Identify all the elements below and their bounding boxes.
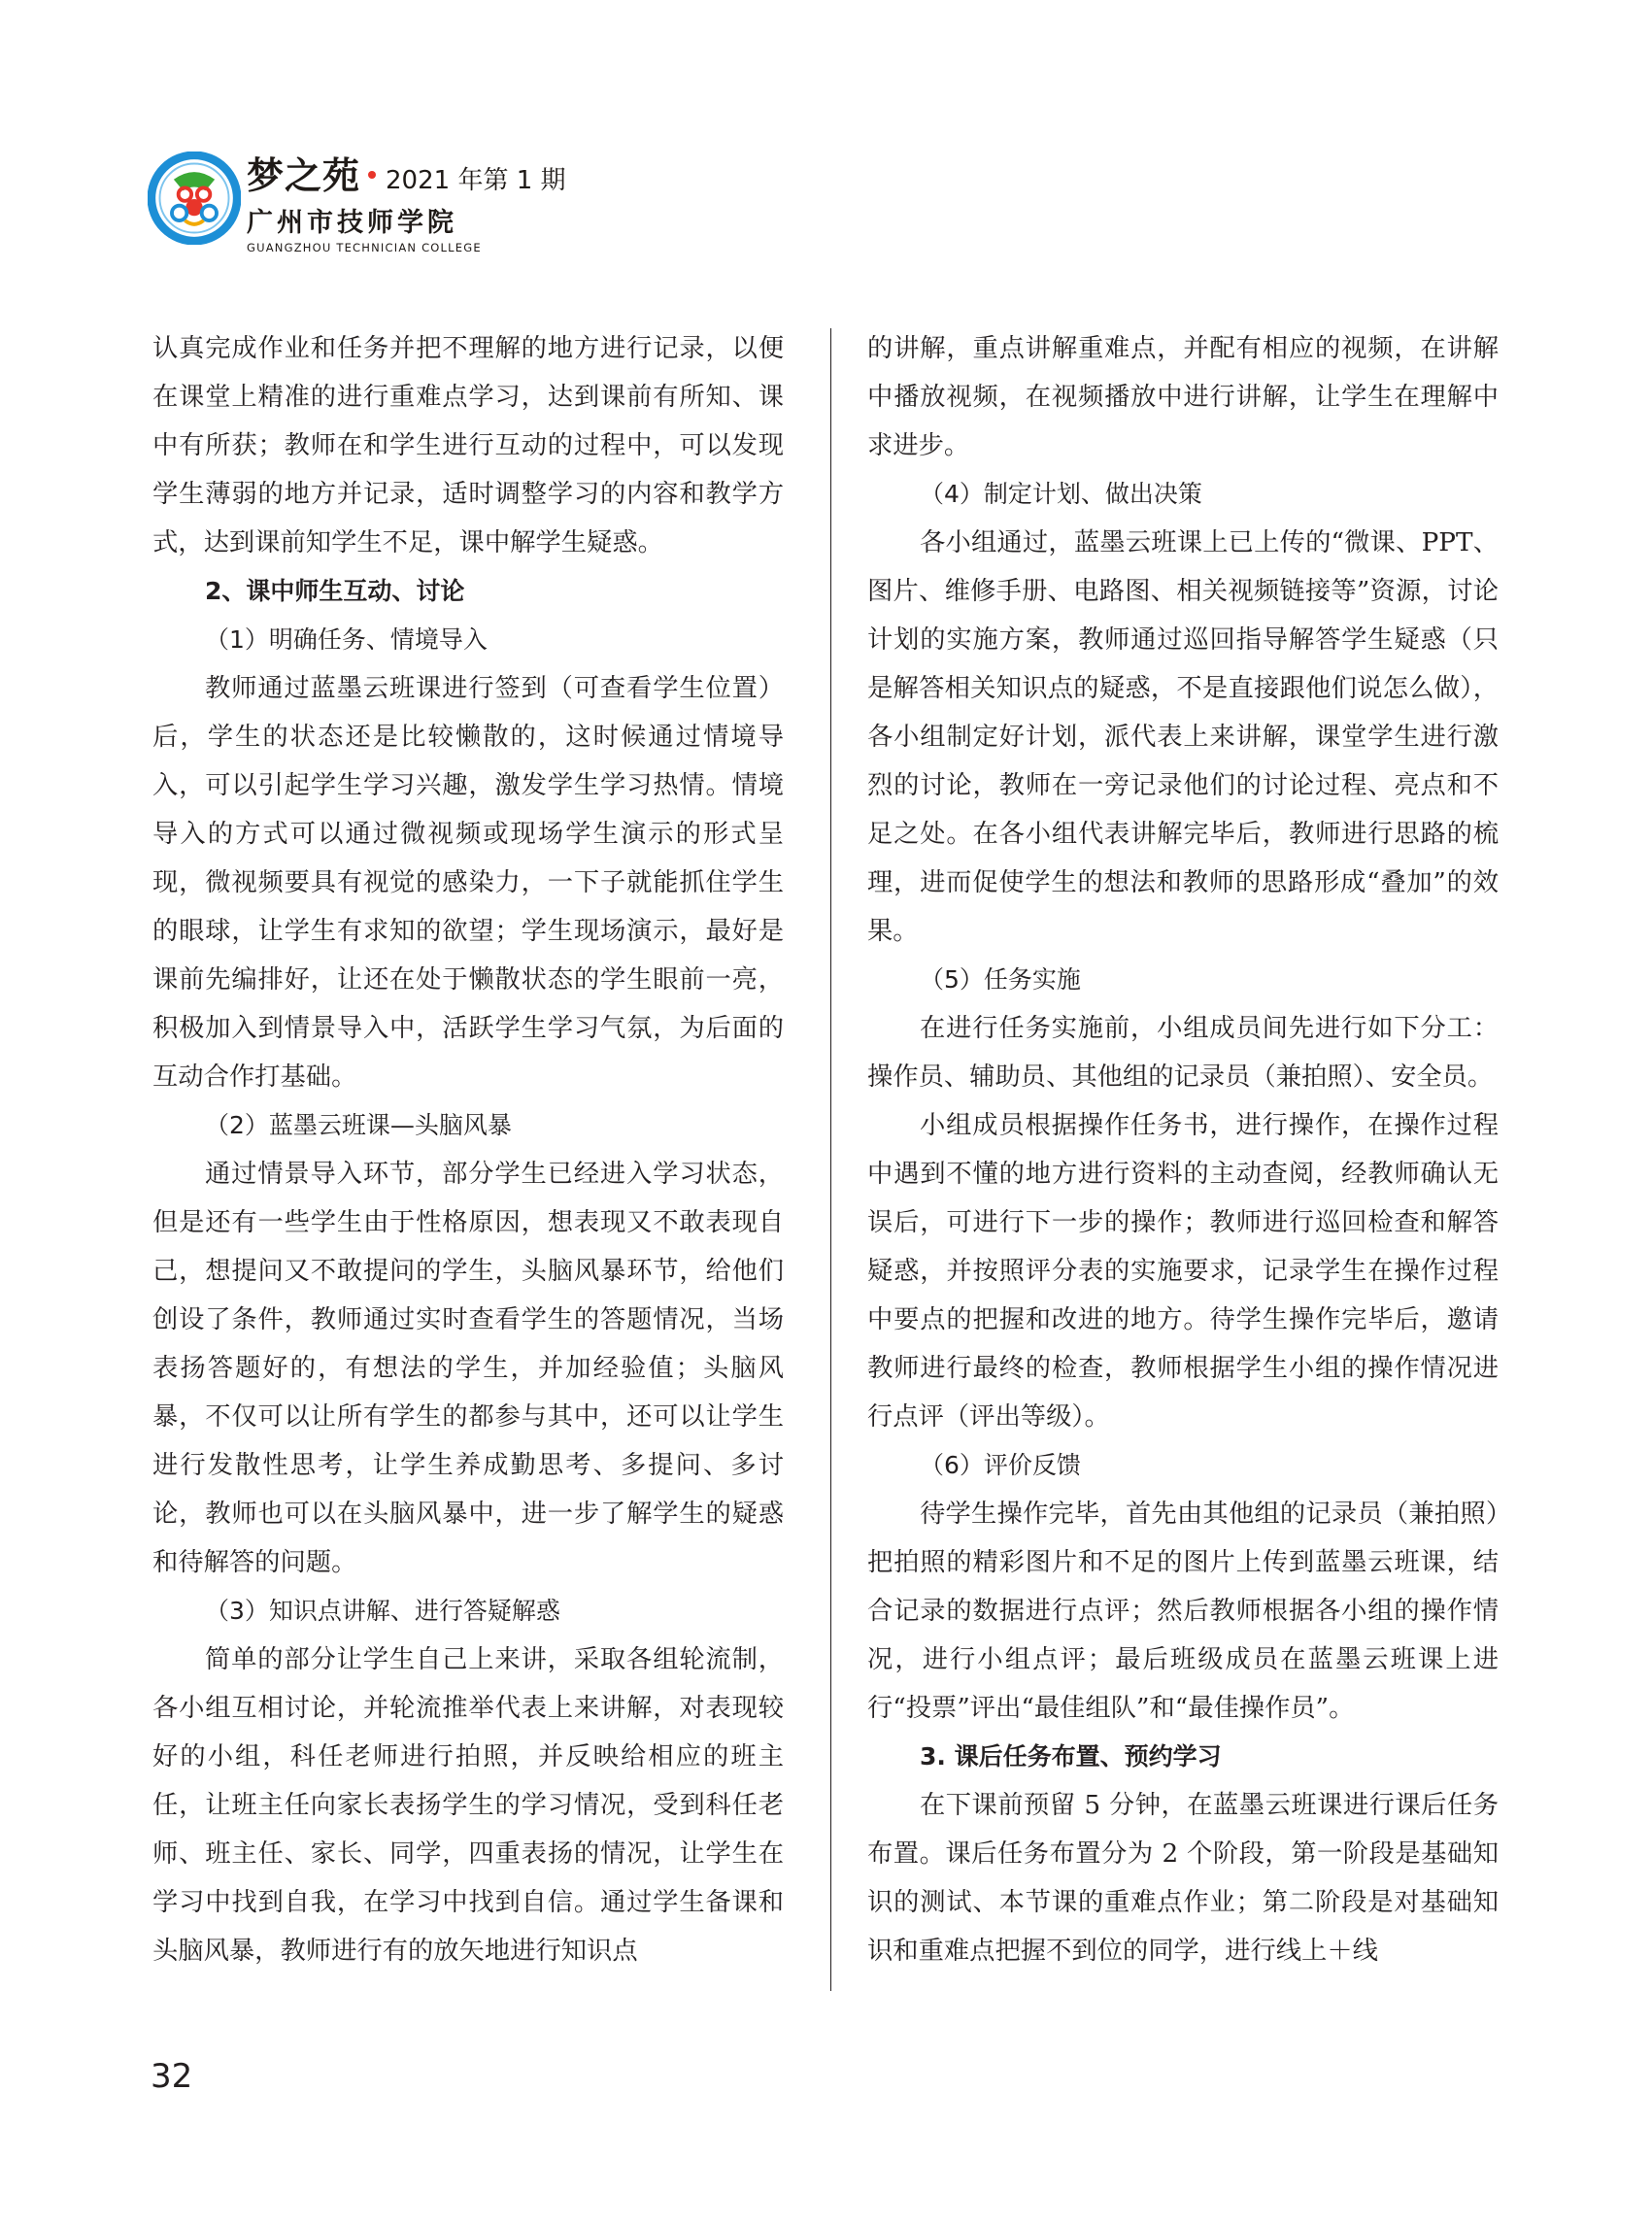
paragraph: 待学生操作完毕，首先由其他组的记录员（兼拍照）把拍照的精彩图片和不足的图片上传到蓝墨云班课，结合记录的数据进行点评；然后教师根据各小组的操作情况，进行小组点评；最后班级成员在蓝墨云班课上进行“投票”评出“最佳组队”和“最佳操作员”。 [867,1500,1499,1723]
paragraph: 教师通过蓝墨云班课进行签到（可查看学生位置）后，学生的状态还是比较懒散的，这时候通过情境导入，可以引起学生学习兴趣，激发学生学习热情。情境导入的方式可以通过微视频或现场学生演示的形式呈现，微视频要具有视觉的感染力，一下子就能抓住学生的眼球，让学生有求知的欲望；学生现场演示，最好是课前先编排好，让还在处于懒散状态的学生眼前一亮，积极加入到情景导入中，活跃学生学习气氛，为后面的互动合作打基础。 [152,674,784,1092]
section-heading: 3. 课后任务布置、预约学习 [920,1742,1222,1771]
red-dot-icon [368,171,376,179]
paragraph: 简单的部分让学生自己上来讲，采取各组轮流制，各小组互相讨论，并轮流推举代表上来讲解，对表现较好的小组，科任老师进行拍照，并反映给相应的班主任，让班主任向家长表扬学生的学习情况，受到科任老师、班主任、家长、同学，四重表扬的情况，让学生在学习中找到自我，在学习中找到自信。通过学生备课和头脑风暴，教师进行有的放矢地进行知识点 [152,1645,784,1966]
paragraph: 在下课前预留 5 分钟，在蓝墨云班课进行课后任务布置。课后任务布置分为 2 个阶段，第一阶段是基础知识的测试、本节课的重难点作业；第二阶段是对基础知识和重难点把握不到位的同学，进行线上＋线 [867,1791,1499,1966]
header-text [247,146,566,254]
header-title-line [247,146,566,199]
school-name-cn: 广州市技师学院 [247,208,457,238]
paragraph: 的讲解，重点讲解重难点，并配有相应的视频，在讲解中播放视频，在视频播放中进行讲解，让学生在理解中求进步。 [867,334,1499,460]
school-name-en: GUANGZHOU TECHNICIAN COLLEGE [247,241,482,254]
section-heading: 2、课中师生互动、讨论 [205,577,465,605]
paragraph: 小组成员根据操作任务书，进行操作，在操作过程中遇到不懂的地方进行资料的主动查阅，经教师确认无误后，可进行下一步的操作；教师进行巡回检查和解答疑惑，并按照评分表的实施要求，记录学生在操作过程中要点的把握和改进的地方。待学生操作完毕后，邀请教师进行最终的检查，教师根据学生小组的操作情况进行点评（评出等级）。 [867,1111,1499,1432]
left-column [152,324,784,1975]
subsection-heading: （1）明确任务、情境导入 [205,625,488,654]
page-header [148,146,691,253]
paragraph: 通过情景导入环节，部分学生已经进入学习状态，但是还有一些学生由于性格原因，想表现又不敢表现自己，想提问又不敢提问的学生，头脑风暴环节，给他们创设了条件，教师通过实时查看学生的答题情况，当场表扬答题好的，有想法的学生，并加经验值；头脑风暴，不仅可以让所有学生的都参与其中，还可以让学生进行发散性思考，让学生养成勤思考、多提问、多讨论，教师也可以在头脑风暴中，进一步了解学生的疑惑和待解答的问题。 [152,1160,784,1577]
subsection-heading: （4）制定计划、做出决策 [920,480,1202,508]
issue-label: 2021 年第 1 期 [386,166,566,195]
magazine-name: 梦之苑 [247,154,361,197]
paragraph: 各小组通过，蓝墨云班课上已上传的“微课、PPT、图片、维修手册、电路图、相关视频链接等”资源，讨论计划的实施方案，教师通过巡回指导解答学生疑惑（只是解答相关知识点的疑惑，不是直接跟他们说怎么做），各小组制定好计划，派代表上来讲解，课堂学生进行激烈的讨论，教师在一旁记录他们的讨论过程、亮点和不足之处。在各小组代表讲解完毕后，教师进行思路的梳理，进而促使学生的想法和教师的思路形成“叠加”的效果。 [867,528,1499,946]
subsection-heading: （2）蓝墨云班课—头脑风暴 [205,1111,512,1139]
subsection-heading: （6）评价反馈 [920,1451,1081,1479]
college-logo-icon [148,152,241,245]
paragraph: 在进行任务实施前，小组成员间先进行如下分工：操作员、辅助员、其他组的记录员（兼拍照）、安全员。 [867,1014,1499,1092]
paragraph: 认真完成作业和任务并把不理解的地方进行记录，以便在课堂上精准的进行重难点学习，达到课前有所知、课中有所获；教师在和学生进行互动的过程中，可以发现学生薄弱的地方并记录，适时调整学习的内容和教学方式，达到课前知学生不足，课中解学生疑惑。 [152,334,784,557]
subsection-heading: （3）知识点讲解、进行答疑解惑 [205,1597,560,1625]
right-column [867,324,1499,1975]
page-number: 32 [151,2057,193,2096]
column-divider [830,328,831,1991]
subsection-heading: （5）任务实施 [920,965,1081,994]
